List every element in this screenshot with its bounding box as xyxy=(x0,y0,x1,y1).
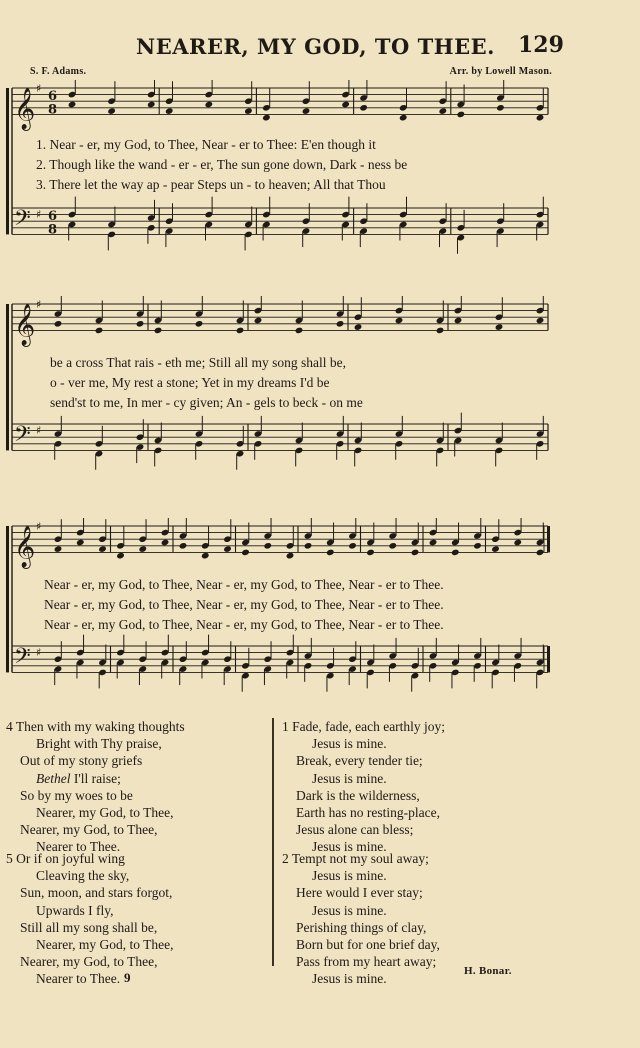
note-head xyxy=(204,101,213,109)
verse-line: Break, every tender tie; xyxy=(296,753,423,769)
bass-clef-icon: 𝄢 xyxy=(14,421,31,452)
note-head xyxy=(286,552,295,560)
page-header xyxy=(0,34,640,68)
music-system-1 xyxy=(0,80,640,260)
note-head xyxy=(263,542,272,550)
note-head xyxy=(154,327,163,335)
note-head xyxy=(388,542,397,550)
note-head xyxy=(116,552,125,560)
hymn-title: NEARER, MY GOD, TO THEE. xyxy=(136,34,495,59)
verse-line: Jesus is mine. xyxy=(312,770,387,786)
note-head xyxy=(165,107,174,115)
verse-line: Out of my stony griefs xyxy=(20,753,143,769)
note-head xyxy=(236,327,245,335)
stanza-5 xyxy=(6,850,174,988)
note-head xyxy=(438,107,447,115)
note-head xyxy=(68,101,77,109)
note-head xyxy=(295,327,304,335)
note-head xyxy=(201,552,210,560)
sharp-icon: ♯ xyxy=(36,298,42,311)
note-head xyxy=(254,317,263,325)
verse-line: Pass from my heart away; xyxy=(296,954,437,970)
verse-line: Nearer, my God, to Thee, xyxy=(20,954,158,970)
note-head xyxy=(341,101,350,109)
time-signature: 8 xyxy=(48,102,58,118)
stanza-author: H. Bonar. xyxy=(464,965,512,977)
music-system-2 xyxy=(0,296,640,476)
lyric-line: Near - er, my God, to Thee, Near - er, my God, to Thee, Near - er to Thee. xyxy=(44,617,444,632)
final-barline xyxy=(547,526,550,552)
note-head xyxy=(536,549,545,557)
note-head xyxy=(98,545,107,553)
note-head xyxy=(536,317,545,325)
verse-line: Jesus is mine. xyxy=(312,839,387,855)
stanza-right-2 xyxy=(282,850,440,988)
sharp-icon: ♯ xyxy=(36,520,42,533)
verse-line: Still all my song shall be, xyxy=(20,919,158,935)
verse-line: Born but for one brief day, xyxy=(296,937,440,953)
verse-line: Jesus is mine. xyxy=(312,736,387,752)
verse-line: Nearer to Thee. xyxy=(36,971,121,987)
lyric-line: Near - er, my God, to Thee, Near - er, my God, to Thee, Near - er to Thee. xyxy=(44,597,444,612)
verse-line: Upwards I fly, xyxy=(36,902,114,918)
music-system-3 xyxy=(0,518,640,698)
italic-word: Bethel xyxy=(36,770,71,786)
system-brace xyxy=(6,304,9,450)
verse-line: Here would I ever stay; xyxy=(296,885,423,901)
sharp-icon: ♯ xyxy=(36,424,42,437)
note-head xyxy=(354,323,363,331)
note-head xyxy=(107,107,116,115)
column-divider xyxy=(272,718,274,966)
note-head xyxy=(95,327,104,335)
note-head xyxy=(244,107,253,115)
verse-line-rest: I'll raise; xyxy=(70,770,121,786)
note-head xyxy=(54,545,63,553)
note-head xyxy=(336,320,345,328)
stanza-right-1 xyxy=(282,718,445,856)
note-head xyxy=(491,545,500,553)
system-brace xyxy=(6,526,9,672)
lyric-line: o - ver me, My rest a stone; Yet in my dreams I'd be xyxy=(50,375,330,390)
note-head xyxy=(136,320,145,328)
note-head xyxy=(54,320,63,328)
time-signature: 8 xyxy=(48,222,58,238)
lyric-line: Near - er, my God, to Thee, Near - er, my God, to Thee, Near - er to Thee. xyxy=(44,577,444,592)
verse-line: So by my woes to be xyxy=(20,787,133,803)
note-head xyxy=(223,545,232,553)
note-head xyxy=(241,549,250,557)
note-head xyxy=(195,320,204,328)
note-head xyxy=(147,101,156,109)
note-head xyxy=(451,549,460,557)
verse-line: Earth has no resting-place, xyxy=(296,805,440,821)
verse-line: Nearer, my God, to Thee, xyxy=(20,822,158,838)
treble-clef-icon: 𝄞 xyxy=(14,304,36,346)
verse-line: Nearer to Thee. xyxy=(36,839,121,855)
sharp-icon: ♯ xyxy=(36,646,42,659)
verse-line: Bright with Thy praise, xyxy=(36,736,162,752)
sharp-icon: ♯ xyxy=(36,82,42,95)
verse-line: Nearer, my God, to Thee, xyxy=(36,937,174,953)
treble-clef-icon: 𝄞 xyxy=(14,88,36,130)
note-head xyxy=(179,542,188,550)
verse-line: 5 Or if on joyful wing xyxy=(6,851,125,866)
note-head xyxy=(304,542,313,550)
verse-line xyxy=(6,770,185,787)
verse-line: 4 Then with my waking thoughts xyxy=(6,719,185,734)
verse-line: Jesus is mine. xyxy=(312,902,387,918)
note-head xyxy=(495,323,504,331)
lyric-line: 3. There let the way ap - pear Steps un - to heaven; All that Thou xyxy=(36,177,386,192)
verse-line: Perishing things of clay, xyxy=(296,919,427,935)
note-head xyxy=(456,111,465,119)
note-head xyxy=(513,539,522,547)
note-head xyxy=(138,545,147,553)
note-head xyxy=(536,114,545,122)
verse-line: 2 Tempt not my soul away; xyxy=(282,851,429,866)
page-number: 129 xyxy=(518,32,564,58)
note-head xyxy=(429,539,438,547)
verse-line: Jesus is mine. xyxy=(312,868,387,884)
note-head xyxy=(348,542,357,550)
verse-line: Dark is the wilderness, xyxy=(296,787,420,803)
bass-clef-icon: 𝄢 xyxy=(14,643,31,674)
verse-line: Sun, moon, and stars forgot, xyxy=(20,885,173,901)
verse-line: 1 Fade, fade, each earthly joy; xyxy=(282,719,446,734)
note-head xyxy=(496,104,505,112)
lyric-line: 2. Though like the wand - er - er, The sun gone down, Dark - ness be xyxy=(36,157,408,172)
note-head xyxy=(436,327,445,335)
note-head xyxy=(473,542,482,550)
lyric-line: 1. Near - er, my God, to Thee, Near - er to Thee: E'en though it xyxy=(36,137,376,152)
note-head xyxy=(454,317,463,325)
note-head xyxy=(302,107,311,115)
lyric-line: be a cross That rais - eth me; Still all my song shall be, xyxy=(50,355,346,370)
time-signature: 6 xyxy=(48,209,58,225)
verse-line: Jesus is mine. xyxy=(312,971,387,987)
arranger-credit: Arr. by Lowell Mason. xyxy=(449,66,552,77)
note-head xyxy=(326,549,335,557)
stanza-4 xyxy=(6,718,185,856)
note-head xyxy=(161,539,170,547)
lyricist-credit: S. F. Adams. xyxy=(30,66,87,77)
verse-line: Jesus alone can bless; xyxy=(296,822,414,838)
note-head xyxy=(411,549,420,557)
note-head xyxy=(359,104,368,112)
note-head xyxy=(399,114,408,122)
final-barline xyxy=(547,646,550,672)
note-head xyxy=(395,317,404,325)
sharp-icon: ♯ xyxy=(36,208,42,221)
time-signature: 6 xyxy=(48,89,58,105)
lyric-line: send'st to me, In mer - cy given; An - gels to beck - on me xyxy=(50,395,363,410)
system-brace xyxy=(6,88,9,234)
note-head xyxy=(262,114,271,122)
bass-clef-icon: 𝄢 xyxy=(14,205,31,236)
treble-clef-icon: 𝄞 xyxy=(14,526,36,568)
hymn-number: 9 xyxy=(124,970,131,985)
verse-line: Cleaving the sky, xyxy=(36,868,130,884)
verse-line: Nearer, my God, to Thee, xyxy=(36,805,174,821)
note-head xyxy=(366,549,375,557)
note-head xyxy=(76,539,85,547)
